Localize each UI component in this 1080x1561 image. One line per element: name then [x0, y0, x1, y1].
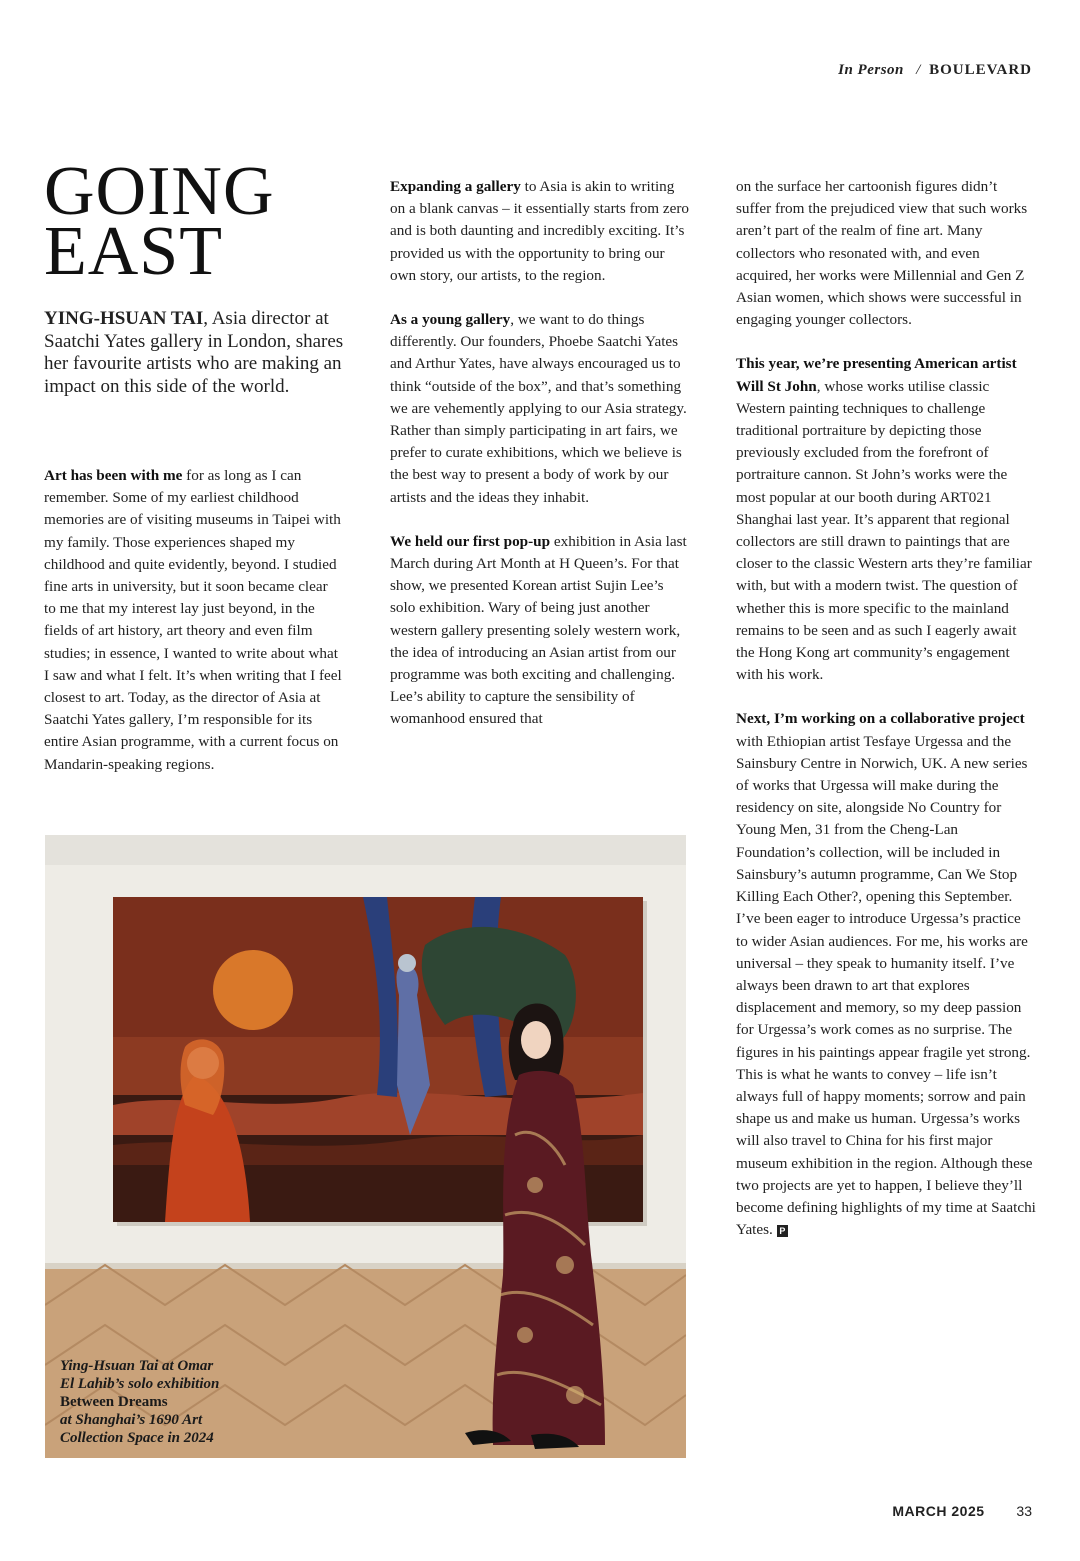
caption-line: El Lahib’s solo exhibition	[60, 1376, 220, 1392]
paragraph-text: exhibition in Asia last March during Art Month at H Queen’s. For that show, we presented Korean artist Sujin Lee’s solo exhibition. Wary of being just another western gallery presenting solely western work, the idea of introducing an Asian artist from our programme was both exciting and challenging. Lee’s ability to capture the sensibility of womanhood ensured that	[390, 532, 687, 728]
issue-date: MARCH 2025	[892, 1503, 985, 1519]
paragraph	[390, 176, 690, 287]
caption-line: Ying-Hsuan Tai at Omar	[60, 1358, 214, 1374]
paragraph-lead: As a young gallery	[390, 311, 511, 329]
paragraph	[736, 353, 1036, 686]
paragraph-lead: Art has been with me	[44, 467, 183, 484]
caption-line: Collection Space in 2024	[60, 1430, 214, 1446]
header-separator: /	[916, 62, 921, 78]
paragraph-text: for as long as I can remember. Some of my earliest childhood memories are of visiting museums in Taipei with my family. Those experiences shaped my childhood and quite evidently, beyond. I studied fine arts in university, but it soon became clear to me that my interest lay just beyond, in the fields of art history, art theory and even film studies; in essence, I wanted to write about what I saw and what I felt. It’s when writing that I feel closest to art. Today, as the director of Asia at Saatchi Yates gallery, I’m responsible for its entire Asian programme, with a current focus on Mandarin-speaking regions.	[44, 467, 342, 773]
standfirst	[44, 308, 344, 398]
paragraph-lead: Next, I’m working on a collaborative project	[736, 710, 1025, 728]
paragraph	[736, 176, 1036, 331]
title-line-2: EAST	[44, 213, 223, 290]
caption-exhibition-title: Between Dreams	[60, 1394, 168, 1410]
photo-caption	[60, 1357, 300, 1447]
paragraph-text: on the surface her cartoonish figures didn’t suffer from the prejudiced view that such works aren’t part of the realm of fine art. Many collectors who resonated with, and even acquired, her works were Millennial and Gen Z Asian women, which shows were successful in engaging younger collectors.	[736, 178, 1028, 329]
paragraph	[736, 708, 1036, 1241]
page-number: 33	[1016, 1503, 1032, 1519]
magazine-section: BOULEVARD	[929, 62, 1032, 78]
standfirst-text: , Asia director at Saatchi Yates gallery in London, shares her favourite artists who are making an impact on this side of the world.	[44, 308, 344, 397]
paragraph	[390, 531, 690, 731]
article-title	[44, 153, 364, 290]
caption-line: at Shanghai’s 1690 Art	[60, 1412, 203, 1428]
end-mark-icon: P	[777, 1225, 788, 1237]
standfirst-name: YING-HSUAN TAI	[44, 308, 204, 329]
column-3	[736, 176, 1036, 1263]
paragraph-text: , whose works utilise classic Western painting techniques to challenge traditional portraiture by depicting those previously excluded from the forefront of portraiture cannon. St John’s works were the most popular at our booth during ART021 Shanghai last year. It’s apparent that regional collectors are still drawn to paintings that are closer to the classic Western arts they’re familiar with, but with a modern twist. The question of whether this is more specific to the mainland remains to be seen and as such I eagerly await the Hong Kong art community’s engagement with his work.	[736, 377, 1032, 684]
paragraph	[390, 309, 690, 509]
title-line-1: GOING	[44, 153, 275, 230]
paragraph	[44, 465, 342, 776]
paragraph-text: with Ethiopian artist Tesfaye Urgessa and the Sainsbury Centre in Norwich, UK. A new series of works that Urgessa will make during the residency on site, alongside No Country for Young Men, 31 from the Cheng-Lan Foundation’s collection, will be included in Sainsbury’s autumn programme, Can We Stop Killing Each Other?, opening this September. I’ve been eager to introduce Urgessa’s practice to wider Asian audiences. For me, his works are universal – they speak to humanity itself. I’ve always been drawn to art that explores displacement and memory, so my deep passion for Urgessa’s work comes as no surprise. The figures in his paintings appear fragile yet strong. This is what he wants to convey – life isn’t always full of happy moments; sorrow and pain shape us and make us human. Urgessa’s works will also travel to China for his first major museum exhibition in the region. Although these two projects are yet to happen, I believe they’ll become defining highlights of my time at Saatchi Yates.	[736, 732, 1036, 1239]
column-2	[390, 176, 690, 753]
paragraph-lead: This year, we’re presenting American artist Will St John	[736, 355, 1017, 395]
paragraph-text: to Asia is akin to writing on a blank canvas – it essentially starts from zero and is both daunting and incredibly exciting. It’s provided us with the opportunity to bring our own story, our artists, to the region.	[390, 178, 690, 284]
page-header	[838, 62, 1032, 79]
paragraph-lead: We held our first pop-up	[390, 532, 551, 550]
page-footer	[892, 1503, 1032, 1519]
section-label: In Person	[838, 62, 904, 78]
paragraph-text: , we want to do things differently. Our founders, Phoebe Saatchi Yates and Arthur Yates, have always encouraged us to think “outside of the box”, and that’s something we are vehemently applying to our Asia strategy. Rather than simply participating in art fairs, we prefer to curate exhibitions, which we believe is the best way to present a body of work by our artists and the ideas they inhabit.	[390, 311, 687, 506]
column-1	[44, 465, 342, 798]
paragraph-lead: Expanding a gallery	[390, 178, 521, 195]
